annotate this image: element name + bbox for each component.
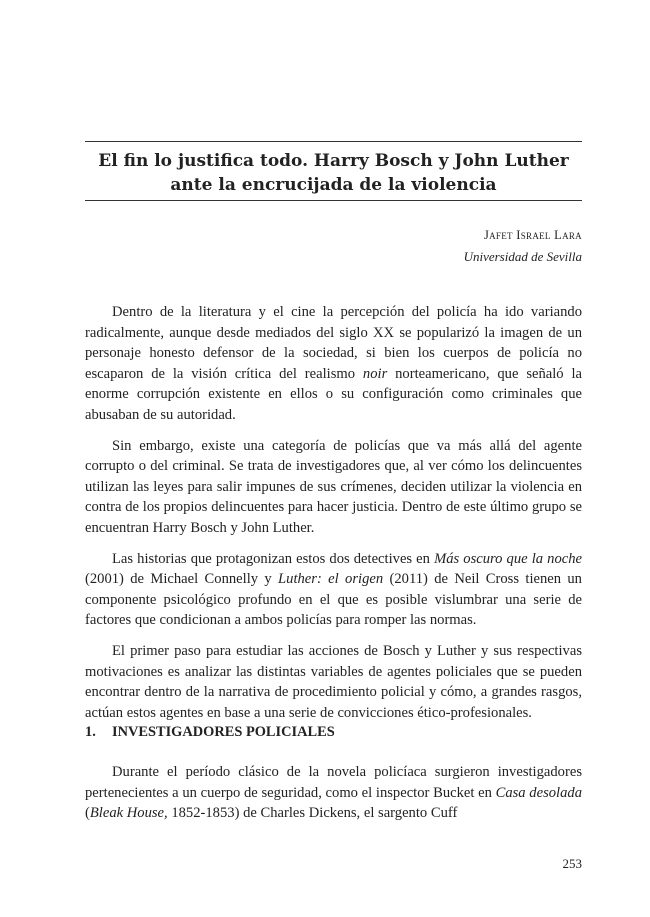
paragraph-3-text-b: (2001) de Michael Connelly y bbox=[85, 571, 279, 588]
paragraph-1-italic: noir bbox=[362, 365, 388, 382]
paragraph-1 bbox=[85, 302, 582, 426]
section-paragraph-text-a: Durante el período clásico de la novela policíaca surgieron investigadores pertenecientes a un cuerpo de seguridad, como el inspector Bucket en bbox=[85, 764, 582, 801]
article-title bbox=[85, 149, 582, 197]
page-number: 253 bbox=[562, 856, 582, 871]
paragraph-3-italic-1: Más oscuro que la noche bbox=[434, 550, 582, 567]
paragraph-2: Sin embargo, existe una categoría de policías que va más allá del agente corrupto o del criminal. Se trata de investigadores que, al ver cómo los delincuentes utilizan las leyes para salir impunes de sus crímenes, deciden utilizar la violencia en contra de los propios delincuentes para hacer justicia. Dentro de este último grupo se encuentran Harry Bosch y John Luther. bbox=[85, 437, 582, 536]
title-line-1: El fin lo justifica todo. Harry Bosch y John Luther bbox=[98, 151, 569, 171]
section-heading bbox=[85, 724, 335, 741]
author-name: Jafet Israel Lara bbox=[483, 228, 582, 242]
paragraph-3-text-c: (2011) de Neil Cross tienen un componente psicológico profundo en el que es posible vislumbrar una serie de factores que condicionan a ambos policías para romper las normas. bbox=[85, 571, 582, 629]
title-top-rule bbox=[85, 141, 582, 142]
section-paragraph-1 bbox=[85, 762, 582, 824]
section-number: 1. bbox=[85, 724, 96, 740]
paragraph-1-text-b: norteamericano, que señaló la enorme corrupción existente en ellos o su configuración como criminales que abusaban de su autoridad. bbox=[85, 365, 582, 423]
page bbox=[85, 0, 582, 917]
author-affiliation: Universidad de Sevilla bbox=[463, 249, 582, 264]
section-paragraph-text-b: ( bbox=[85, 805, 90, 822]
section-paragraph-text-c: 1852-1853) de Charles Dickens, el sargento Cuff bbox=[167, 805, 458, 822]
title-bottom-rule bbox=[85, 200, 582, 201]
paragraph-3 bbox=[85, 549, 582, 631]
paragraph-3-text-a: Las historias que protagonizan estos dos detectives en bbox=[112, 550, 435, 567]
body-text bbox=[85, 302, 582, 733]
paragraph-1-text-a: Dentro de la literatura y el cine la percepción del policía ha ido variando radicalmente, aunque desde mediados del siglo XX se popularizó la imagen de un personaje honesto defensor de la sociedad, si bien los cuerpos de policía no escaparon de la visión crítica del realismo bbox=[85, 304, 582, 382]
section-paragraph-italic-2: Bleak House, bbox=[89, 805, 168, 822]
section-paragraph-italic-1: Casa desolada bbox=[495, 784, 582, 801]
section-title: INVESTIGADORES POLICIALES bbox=[112, 724, 335, 740]
section-body bbox=[85, 762, 582, 824]
title-line-2: ante la encrucijada de la violencia bbox=[170, 175, 497, 195]
paragraph-4: El primer paso para estudiar las acciones de Bosch y Luther y sus respectivas motivaciones es analizar las distintas variables de agentes policiales que se pueden encontrar dentro de la narrativa de procedimiento policial y cómo, a grandes rasgos, actúan estos agentes en base a una serie de convicciones ético-profesionales. bbox=[85, 642, 582, 721]
paragraph-3-italic-2: Luther: el origen bbox=[278, 571, 384, 588]
